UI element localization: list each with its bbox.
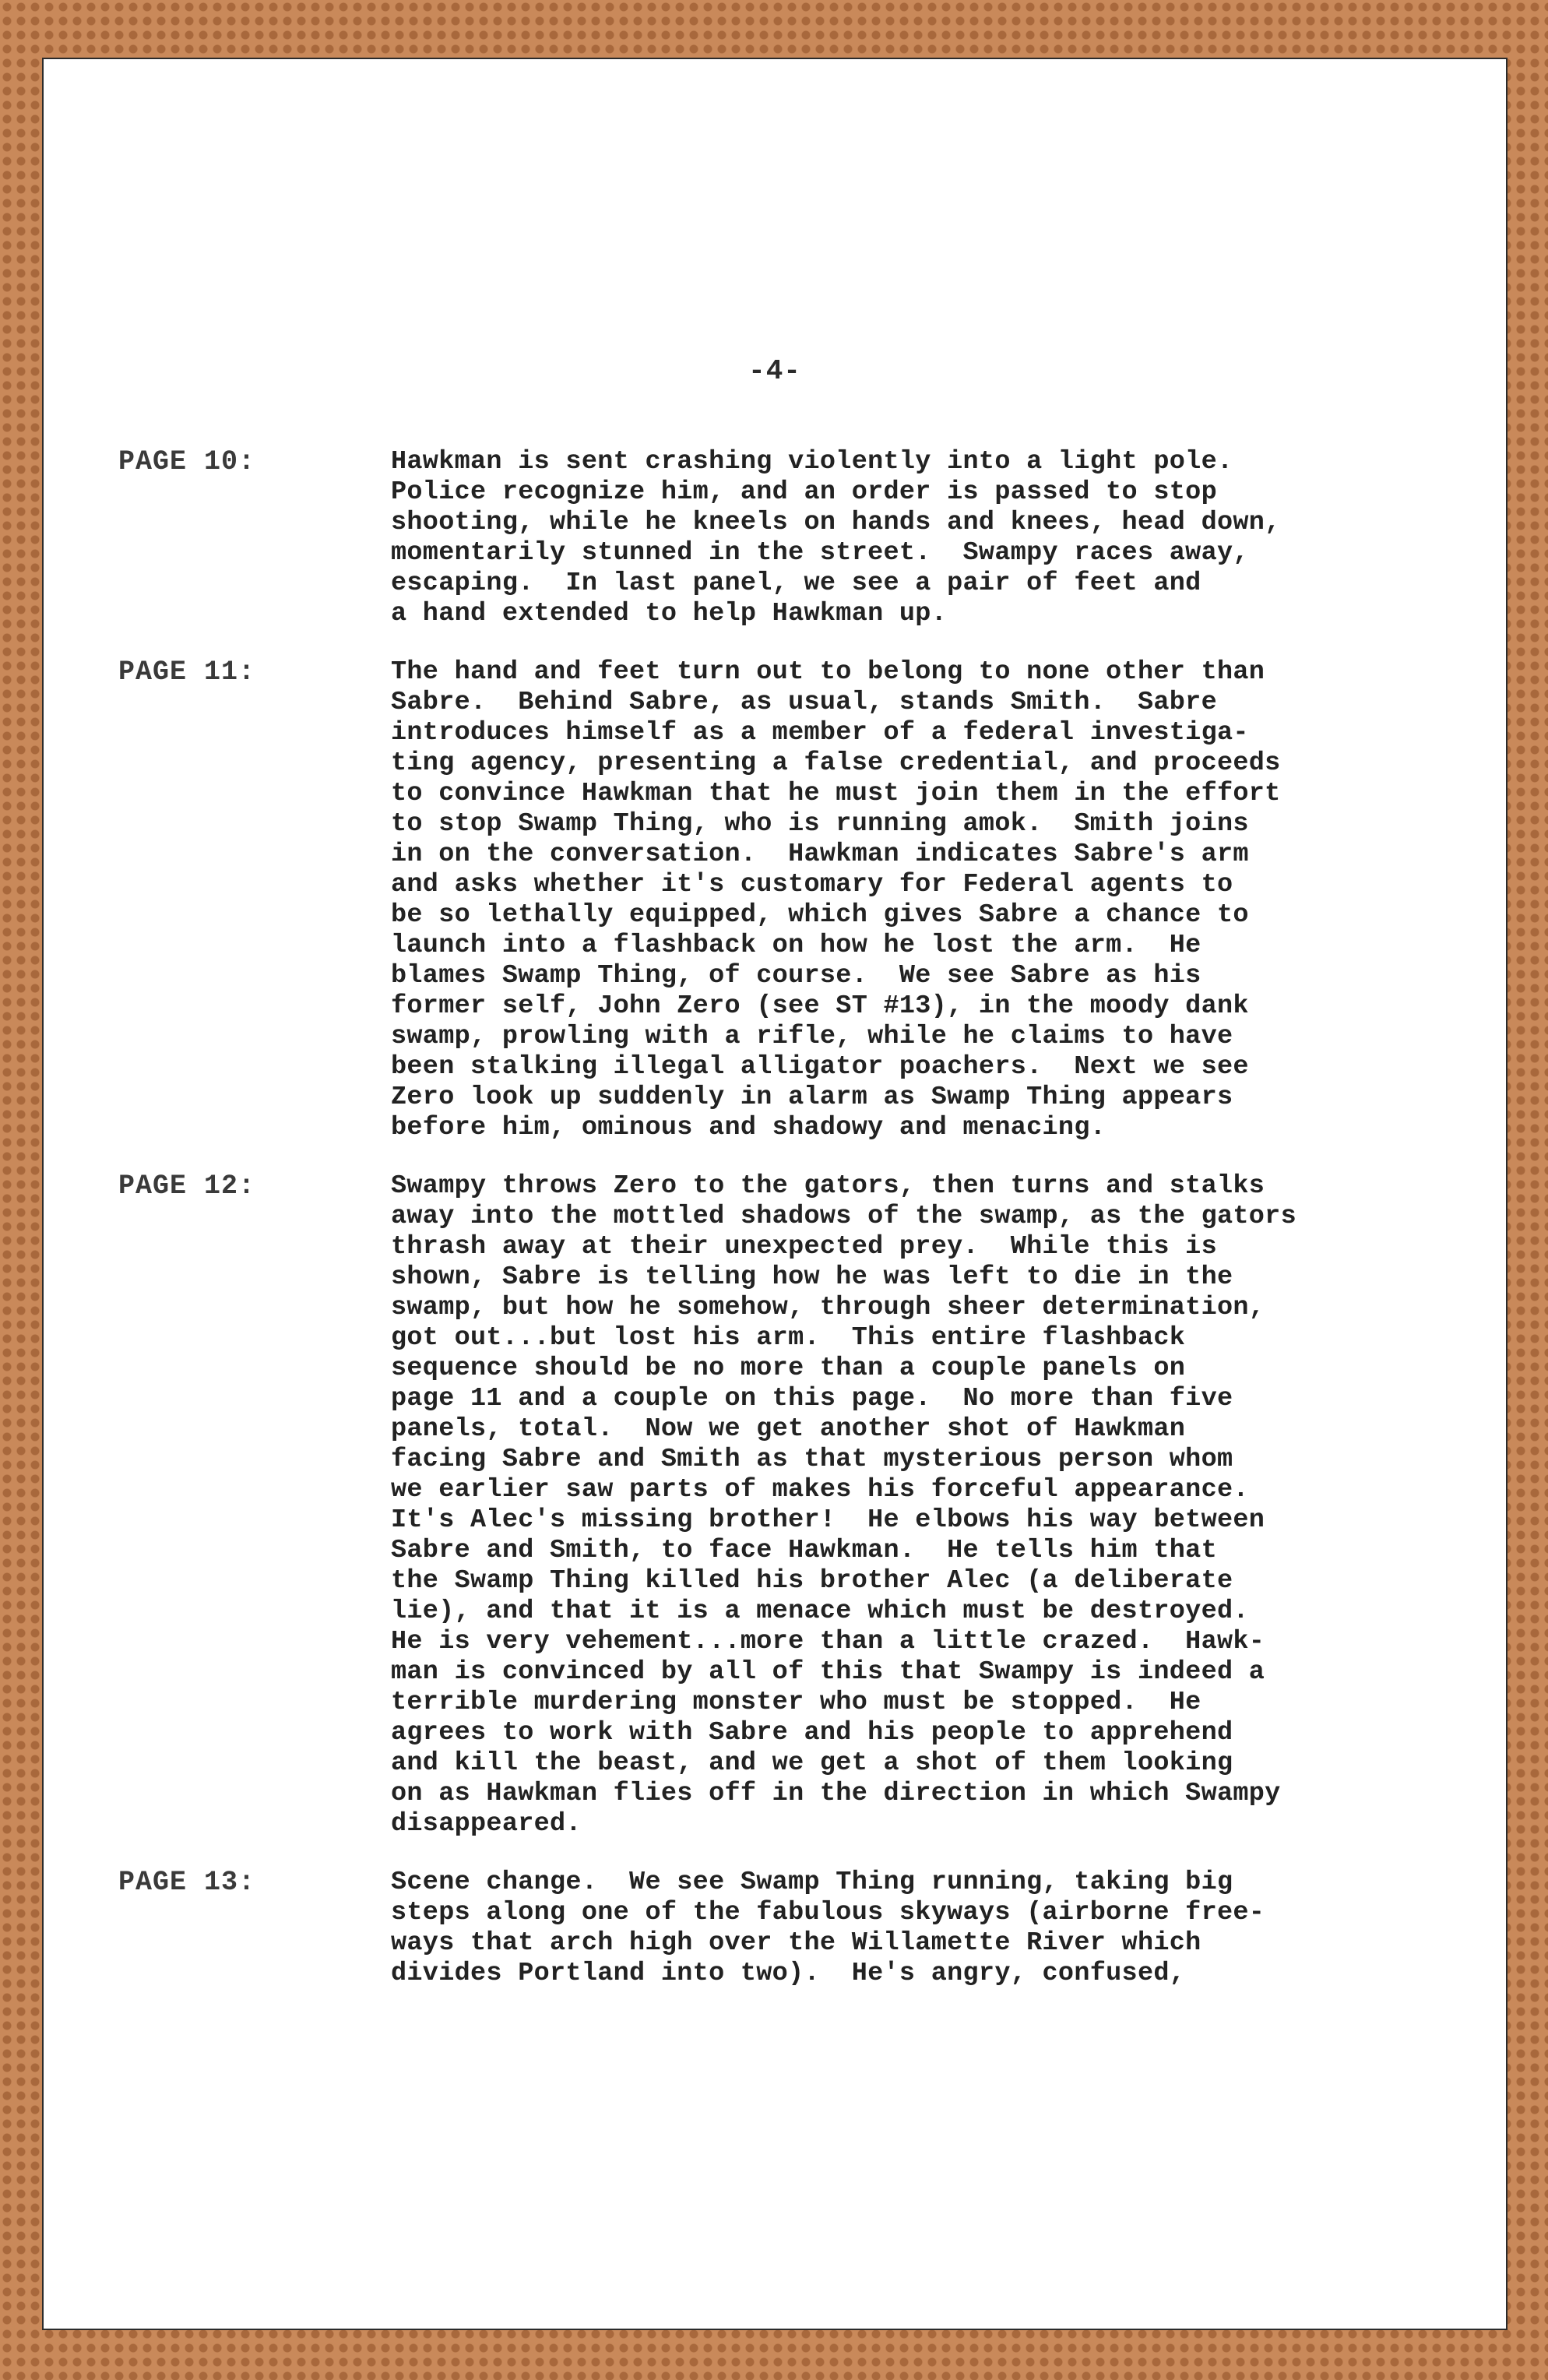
entry-page-11 — [118, 657, 1465, 1143]
entry-page-10 — [118, 447, 1465, 629]
text-line: be so lethally equipped, which gives Sabre a chance to — [391, 900, 1249, 930]
text-line: former self, John Zero (see ST #13), in the moody dank — [391, 991, 1249, 1021]
text-line: away into the mottled shadows of the swamp, as the gators — [391, 1202, 1296, 1231]
entry-label: PAGE 10: — [118, 446, 256, 477]
text-line: and asks whether it's customary for Federal agents to — [391, 870, 1233, 900]
text-line: to convince Hawkman that he must join them in the effort — [391, 779, 1281, 808]
text-line: and kill the beast, and we get a shot of them looking — [391, 1748, 1233, 1778]
text-line: page 11 and a couple on this page. No more than five — [391, 1384, 1233, 1414]
text-line: launch into a flashback on how he lost the arm. He — [391, 931, 1201, 960]
text-line: facing Sabre and Smith as that mysterious person whom — [391, 1445, 1233, 1474]
text-line: terrible murdering monster who must be stopped. He — [391, 1688, 1201, 1717]
text-line: Police recognize him, and an order is passed to stop — [391, 477, 1217, 507]
text-line: Hawkman is sent crashing violently into a light pole. — [391, 447, 1233, 477]
text-line: Sabre and Smith, to face Hawkman. He tells him that — [391, 1536, 1217, 1565]
text-line: divides Portland into two). He's angry, confused, — [391, 1959, 1186, 1988]
entry-body — [391, 1868, 1434, 1989]
text-line: man is convinced by all of this that Swampy is indeed a — [391, 1657, 1265, 1687]
text-line: lie), and that it is a menace which must be destroyed. — [391, 1597, 1249, 1626]
text-line: ways that arch high over the Willamette River which — [391, 1928, 1201, 1958]
entry-label: PAGE 11: — [118, 657, 256, 688]
entry-label: PAGE 13: — [118, 1867, 256, 1898]
text-line: we earlier saw parts of makes his forceful appearance. — [391, 1475, 1249, 1505]
entry-label: PAGE 12: — [118, 1171, 256, 1202]
entry-body — [391, 447, 1434, 629]
text-line: disappeared. — [391, 1809, 582, 1839]
text-line: swamp, prowling with a rifle, while he claims to have — [391, 1022, 1233, 1051]
entry-page-12 — [118, 1171, 1465, 1840]
typewritten-page — [42, 58, 1508, 2330]
text-line: on as Hawkman flies off in the direction in which Swampy — [391, 1779, 1281, 1808]
text-line: The hand and feet turn out to belong to none other than — [391, 657, 1265, 687]
text-line: the Swamp Thing killed his brother Alec (a deliberate — [391, 1566, 1233, 1596]
text-line: to stop Swamp Thing, who is running amok. Smith joins — [391, 809, 1249, 839]
text-line: sequence should be no more than a couple panels on — [391, 1354, 1186, 1383]
text-line: Swampy throws Zero to the gators, then turns and stalks — [391, 1171, 1265, 1201]
text-line: shooting, while he kneels on hands and knees, head down, — [391, 508, 1281, 537]
text-line: He is very vehement...more than a little crazed. Hawk- — [391, 1627, 1265, 1656]
entry-page-13 — [118, 1868, 1465, 1989]
text-line: ting agency, presenting a false credential, and proceeds — [391, 748, 1281, 778]
text-line: Sabre. Behind Sabre, as usual, stands Smith. Sabre — [391, 688, 1217, 717]
text-line: before him, ominous and shadowy and menacing. — [391, 1113, 1106, 1142]
text-line: blames Swamp Thing, of course. We see Sabre as his — [391, 961, 1201, 991]
text-line: Zero look up suddenly in alarm as Swamp Thing appears — [391, 1083, 1233, 1112]
text-line: panels, total. Now we get another shot of Hawkman — [391, 1414, 1186, 1444]
text-line: thrash away at their unexpected prey. While this is — [391, 1232, 1217, 1262]
text-line: swamp, but how he somehow, through sheer determination, — [391, 1293, 1265, 1322]
script-entries — [118, 447, 1465, 2017]
text-line: escaping. In last panel, we see a pair of feet and — [391, 569, 1201, 598]
text-line: momentarily stunned in the street. Swampy races away, — [391, 538, 1249, 568]
entry-body — [391, 1171, 1434, 1840]
text-line: introduces himself as a member of a federal investiga- — [391, 718, 1249, 748]
text-line: in on the conversation. Hawkman indicates Sabre's arm — [391, 840, 1249, 869]
text-line: a hand extended to help Hawkman up. — [391, 599, 948, 628]
page-number: -4- — [748, 355, 801, 387]
text-line: got out...but lost his arm. This entire flashback — [391, 1323, 1186, 1353]
text-line: been stalking illegal alligator poachers. Next we see — [391, 1052, 1249, 1082]
text-line: steps along one of the fabulous skyways (airborne free- — [391, 1898, 1265, 1928]
text-line: It's Alec's missing brother! He elbows his way between — [391, 1505, 1265, 1535]
entry-body — [391, 657, 1434, 1143]
text-line: Scene change. We see Swamp Thing running, taking big — [391, 1868, 1233, 1897]
text-line: agrees to work with Sabre and his people to apprehend — [391, 1718, 1233, 1748]
text-line: shown, Sabre is telling how he was left to die in the — [391, 1262, 1233, 1292]
